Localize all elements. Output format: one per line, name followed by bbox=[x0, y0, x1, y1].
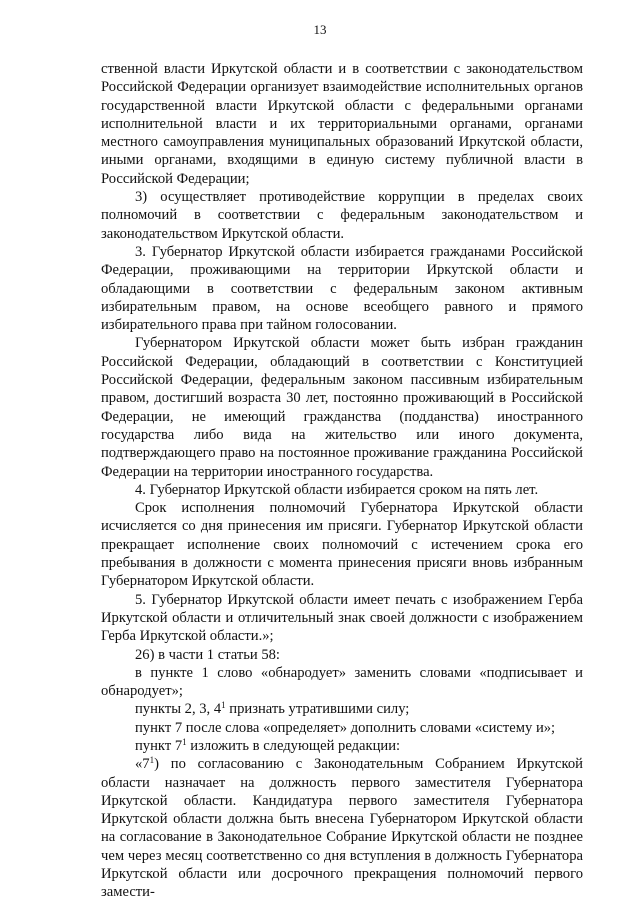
paragraph-section-5: 5. Губернатор Иркутской области имеет печать с изображением Герба Иркутской области и отличительный знак своей должности с изображением Герба Иркутской области.»; bbox=[101, 591, 583, 645]
paragraph-new-point-7-1 bbox=[101, 755, 583, 901]
paragraph-eligibility: Губернатором Иркутской области может быть избран гражданин Российской Федерации, обладающий в соответствии с Конституцией Российской Федерации, федеральным законом пассивным избирательным правом, достигший возраста 30 лет, постоянно проживающий в Российской Федерации, не имеющий гражданства (подданства) иностранного государства либо вида на жительство или иного документа, подтверждающего право на постоянное проживание гражданина Российской Федерации на территории иностранного государства. bbox=[101, 335, 583, 480]
paragraph-item-26: 26) в части 1 статьи 58: bbox=[135, 646, 280, 663]
paragraph-term: Срок исполнения полномочий Губернатора Иркутской области исчисляется со дня принесения им присяги. Губернатор Иркутской области прекращает исполнение своих полномочий с истечением срока его пребывания в должности с момента принесения присяги вновь избранным Губернатором Иркутской области. bbox=[101, 500, 583, 590]
paragraph-point-7-1 bbox=[101, 737, 583, 755]
superscript: 1 bbox=[182, 736, 187, 747]
paragraph-item-3: 3) осуществляет противодействие коррупции в пределах своих полномочий в соответствии с федеральным законодательством и законодательством Иркутской области. bbox=[101, 189, 583, 242]
superscript: 1 bbox=[221, 700, 226, 711]
text-run: пункты 2, 3, 4 bbox=[135, 701, 222, 718]
paragraph-continuation: ственной власти Иркутской области и в соответствии с законодательством Российской Федерации организует взаимодействие исполнительных органов государственной власти Иркутской области с федеральными органами исполнительной власти и их территориальными органами, органами местного самоуправления муниципальных образований Иркутской области, иными органами, входящими в единую систему публичной власти в Российской Федерации; bbox=[101, 61, 583, 187]
text-run: пункт 7 bbox=[135, 737, 183, 754]
paragraph-section-4: 4. Губернатор Иркутской области избирается сроком на пять лет. bbox=[135, 481, 539, 498]
text-run: «7 bbox=[135, 756, 150, 773]
page-number: 13 bbox=[313, 22, 327, 37]
paragraph-section-3: 3. Губернатор Иркутской области избирается гражданами Российской Федерации, проживающими на территории Иркутской области и обладающими в соответствии с федеральным законом активным избирательным правом, на основе всеобщего равного и прямого избирательного права при тайном голосовании. bbox=[101, 243, 583, 334]
superscript: 1 bbox=[149, 755, 155, 766]
document-body bbox=[101, 60, 583, 902]
text-run: изложить в следующей редакции: bbox=[186, 737, 401, 754]
text-run: ) по согласованию с Законодательным Собранием Иркутской области назначает на должность первого заместителя Губернатора Иркутской области. Кандидатура первого заместителя Губернатора Иркутской области должна быть внесена Губернатором Иркутской области на согласование в Законодательное Собрание Иркутской области не позднее чем через месяц соответственно со дня вступления в должность Губернатора Иркутской области или досрочного прекращения полномочий первого замести- bbox=[101, 756, 583, 901]
text-run: признать утратившими силу; bbox=[225, 701, 410, 718]
paragraph-point-1: в пункте 1 слово «обнародует» заменить словами «подписывает и обнародует»; bbox=[101, 664, 583, 700]
paragraph-point-7: пункт 7 после слова «определяет» дополнить словами «систему и»; bbox=[135, 719, 556, 736]
paragraph-points-repealed bbox=[101, 700, 583, 718]
